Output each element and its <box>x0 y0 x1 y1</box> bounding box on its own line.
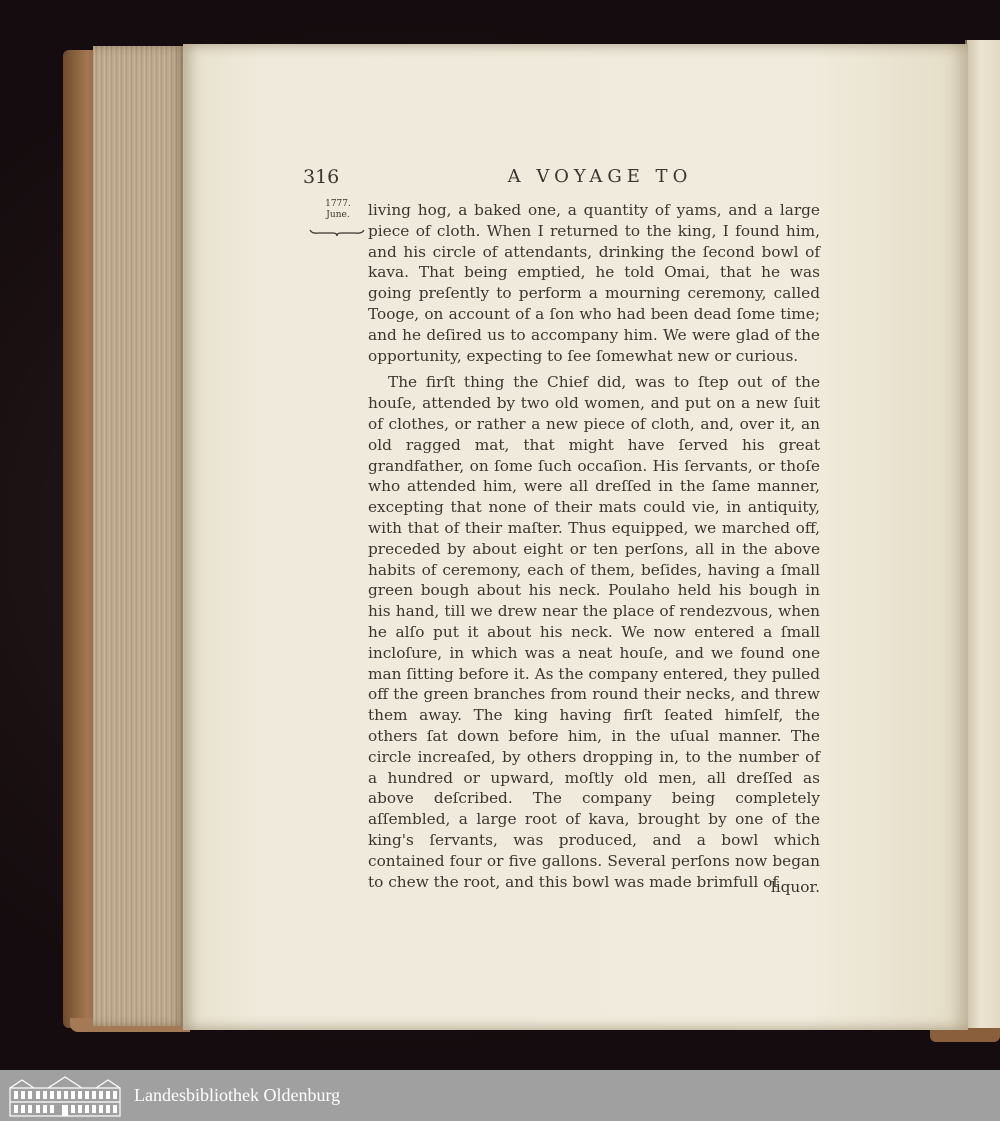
margin-month: June. <box>326 210 350 220</box>
footer-bar <box>0 1070 1000 1121</box>
page-edges <box>93 46 185 1026</box>
catchword: liquor. <box>770 878 820 896</box>
library-name: Landesbibliothek Oldenburg <box>134 1085 341 1105</box>
margin-year: 1777. <box>325 199 351 209</box>
margin-note <box>318 199 358 221</box>
page-number: 316 <box>303 166 340 188</box>
running-head: A VOYAGE TO <box>507 166 693 187</box>
facing-page-edge <box>965 40 1000 1028</box>
body-text <box>368 200 820 892</box>
paragraph-2: The firſt thing the Chief did, was to ſtep out of the houſe, attended by two old women, and put on a new ſuit of clothes, or rather a new piece of cloth, and, over it, an old ragged mat, that might have ſerved his great grandfather, on ſome ſuch occaſion. His ſervants, or thoſe who attended him, were all dreſſed in the ſame manner, excepting that none of their mats could vie, in antiquity, with that of their maſter. Thus equipped, we marched off, preceded by about eight or ten perſons, all in the above habits of ceremony, each of them, beſides, having a ſmall green bough about his neck. Poulaho held his bough in his hand, till we drew near the place of rendezvous, when he alſo put it about his neck. We now entered a ſmall incloſure, in which was a neat houſe, and we found one man ſitting before it. As the company entered, they pulled off the green branches from round their necks, and threw them away. The king having firſt ſeated himſelf, the others ſat down before him, in the uſual manner. The circle increaſed, by others dropping in, to the number of a hundred or upward, moſtly old men, all dreſſed as above deſcribed. The company being completely aſſembled, a large root of kava, brought by one of the king's ſervants, was produced, and a bowl which contained four or five gallons. Several perſons now began to chew the root, and this bowl was made brimfull of <box>368 373 820 891</box>
margin-brace-icon <box>309 228 365 236</box>
paragraph-1: living hog, a baked one, a quantity of yams, and a large piece of cloth. When I returned to the king, I found him, and his circle of attendants, drinking the ſecond bowl of kava. That being emptied, he told Omai, that he was going preſently to perform a mourning ceremony, called Tooge, on account of a ſon who had been dead ſome time; and he deſired us to accompany him. We were glad of the opportunity, expecting to ſee ſomewhat new or curious. <box>368 201 820 365</box>
library-building-icon <box>8 1074 122 1118</box>
